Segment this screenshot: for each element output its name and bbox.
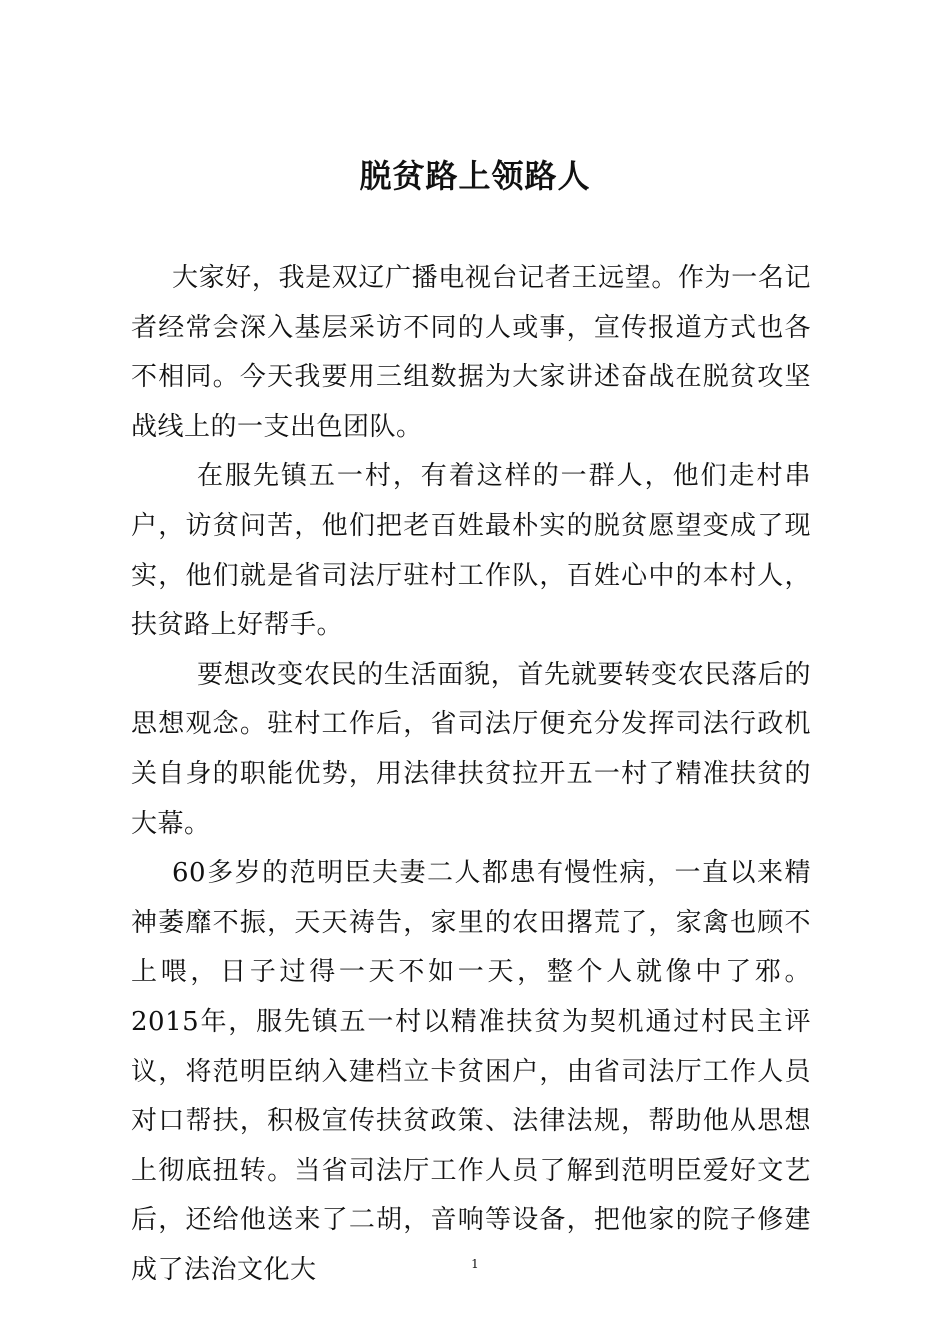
paragraph-fan-mingchen: 60多岁的范明臣夫妻二人都患有慢性病，一直以来精神萎靡不振，天天祷告，家里的农田撂荒了，家禽也顾不上喂，日子过得一天不如一天，整个人就像中了邪。 2015年，服先镇五一村以精准扶贫为契机通过村民主评议，将范明臣纳入建档立卡贫困户，由省司法厅工作人员对口帮扶，积极宣传扶贫政策、法律法规，帮助他从思想上彻底扭转。当省司法厅工作人员了解到范明臣爱好文艺后，还给他送来了二胡，音响等设备，把他家的院子修建成了法治文化大 <box>131 858 811 1285</box>
paragraph-legal-aid: 要想改变农民的生活面貌，首先就要转变农民落后的思想观念。驻村工作后，省司法厅便充分发挥司法行政机关自身的职能优势，用法律扶贫拉开五一村了精准扶贫的大幕。 <box>131 659 811 839</box>
page-number: 1 <box>471 1257 479 1271</box>
document-body <box>131 254 811 1295</box>
paragraph-intro: 大家好，我是双辽广播电视台记者王远望。作为一名记者经常会深入基层采访不同的人或事，宣传报道方式也各不相同。今天我要用三组数据为大家讲述奋战在脱贫攻坚战线上的一支出色团队。 <box>131 263 811 442</box>
paragraph-work-team: 在服先镇五一村，有着这样的一群人，他们走村串户，访贫问苦，他们把老百姓最朴实的脱贫愿望变成了现实，他们就是省司法厅驻村工作队，百姓心中的本村人，扶贫路上好帮手。 <box>131 461 811 641</box>
document-title: 脱贫路上领路人 <box>359 157 591 195</box>
